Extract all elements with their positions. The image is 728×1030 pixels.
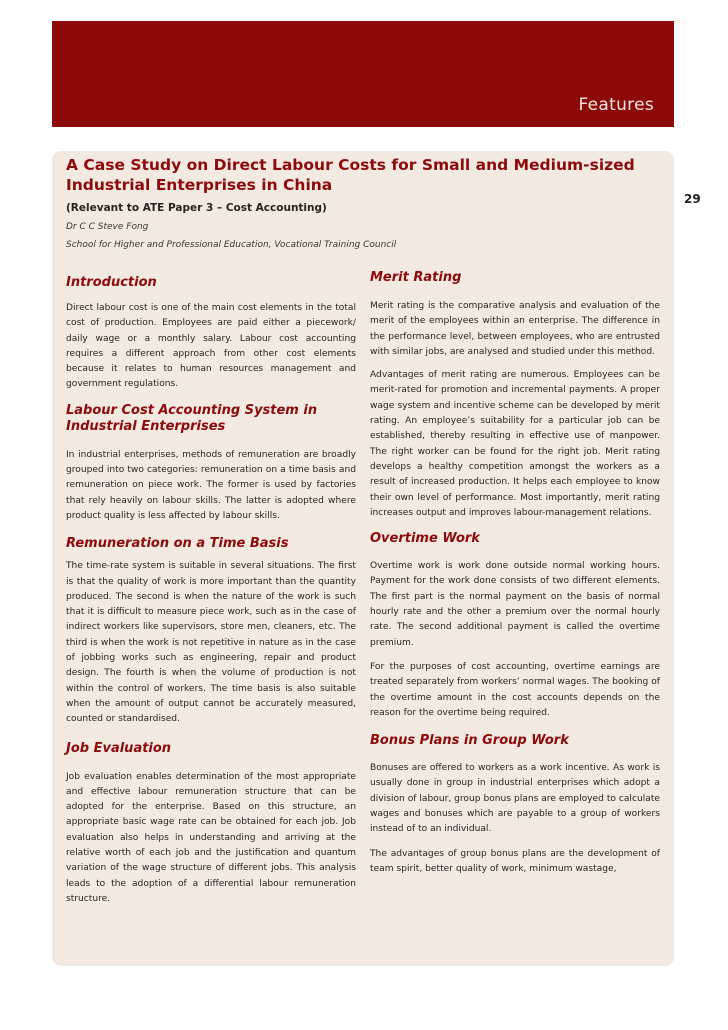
- features-banner: [52, 21, 674, 127]
- paragraph: In industrial enterprises, methods of remuneration are broadly grouped into two categories: remuneration on a time basis and remuneration on piece work. The former is used by factories that rely heavily on labour skills. The latter is adopted where product quality is less affected by labour skills.: [66, 449, 356, 521]
- paragraph: Job evaluation enables determination of the most appropriate and effective labour remuneration structure that can be adopted for the enterprise. Based on this structure, an appropriate basic wage rate can be obtained for each job. Job evaluation also helps in understanding and arriving at the relative worth of each job and the justification and quantum variation of the wage structure of different jobs. This analysis leads to the adoption of a differential labour remuneration structure.: [66, 771, 356, 904]
- article-title: A Case Study on Direct Labour Costs for Small and Medium-sized Industrial Enterprises in China: [66, 156, 635, 194]
- paragraph: For the purposes of cost accounting, overtime earnings are treated separately from workers’ normal wages. The booking of the overtime amount in the cost accounts depends on the reason for the overtime being required.: [370, 661, 660, 718]
- affiliation: School for Higher and Professional Education, Vocational Training Council: [66, 240, 397, 250]
- heading-job-evaluation: Job Evaluation: [66, 740, 172, 756]
- author: Dr C C Steve Fong: [66, 222, 149, 232]
- left-column: [66, 272, 356, 907]
- paragraph: The time-rate system is suitable in several situations. The first is that the quality of work is more important than the quantity produced. The second is when the nature of the work is such that it is difficult to measure piece work, such as in the case of indirect workers like supervisors, store men, cleaners, etc. The third is when the work is not repetitive in nature as in the case of jobbing works such as engineering, repair and product design. The fourth is when the volume of production is not within the control of workers. The time basis is also suitable when the amount of output cannot be accurately measured, counted or standardised.: [66, 561, 356, 725]
- page-number: 29: [684, 192, 701, 206]
- heading-overtime-work: Overtime Work: [370, 531, 480, 547]
- paragraph: Advantages of merit rating are numerous. Employees can be merit-rated for promotion and incremental payments. A proper wage system and incentive scheme can be developed by merit rating. An employee’s suitability for a particular job can be established, thereby resulting in effective use of manpower. The right worker can be found for the right job. Merit rating develops a healthy competition amongst the workers as a result of increased production. It helps each employee to know their own level of performance. Most importantly, merit rating increases output and improves labour-management relations.: [370, 370, 660, 518]
- paragraph: Bonuses are offered to workers as a work incentive. As work is usually done in group in industrial enterprises which adopt a division of labour, group bonus plans are employed to calculate wages and bonuses which are payable to a group of workers instead of to an individual.: [370, 763, 660, 835]
- heading-merit-rating: Merit Rating: [370, 270, 462, 285]
- heading-time-basis: Remuneration on a Time Basis: [66, 536, 289, 552]
- paragraph: The advantages of group bonus plans are the development of team spirit, better quality of work, minimum wastage,: [370, 848, 660, 874]
- heading-bonus-plans: Bonus Plans in Group Work: [370, 733, 569, 749]
- section-label: Features: [578, 95, 654, 115]
- heading-labour-cost-accounting: Labour Cost Accounting System in Industrial Enterprises: [66, 402, 318, 434]
- paragraph: Merit rating is the comparative analysis and evaluation of the merit of the employees within an enterprise. The difference in the performance level, between employees, who are entrusted with similar jobs, are analysed and studied under this method.: [370, 301, 660, 357]
- paragraph: Direct labour cost is one of the main cost elements in the total cost of production. Employees are paid either a piecework/ daily wage or a monthly salary. Labour cost accounting requires a different approach from other cost elements because it relates to human resources management and government regulations.: [66, 303, 356, 390]
- paragraph: Overtime work is work done outside normal working hours. Payment for the work done consists of two different elements. The first part is the normal payment on the basis of normal hourly rate and the other a premium over the normal hourly rate. The second additional payment is called the overtime premium.: [370, 561, 660, 648]
- relevance-note: (Relevant to ATE Paper 3 – Cost Accounting): [66, 202, 327, 214]
- heading-introduction: Introduction: [66, 275, 157, 290]
- right-column: [370, 270, 660, 877]
